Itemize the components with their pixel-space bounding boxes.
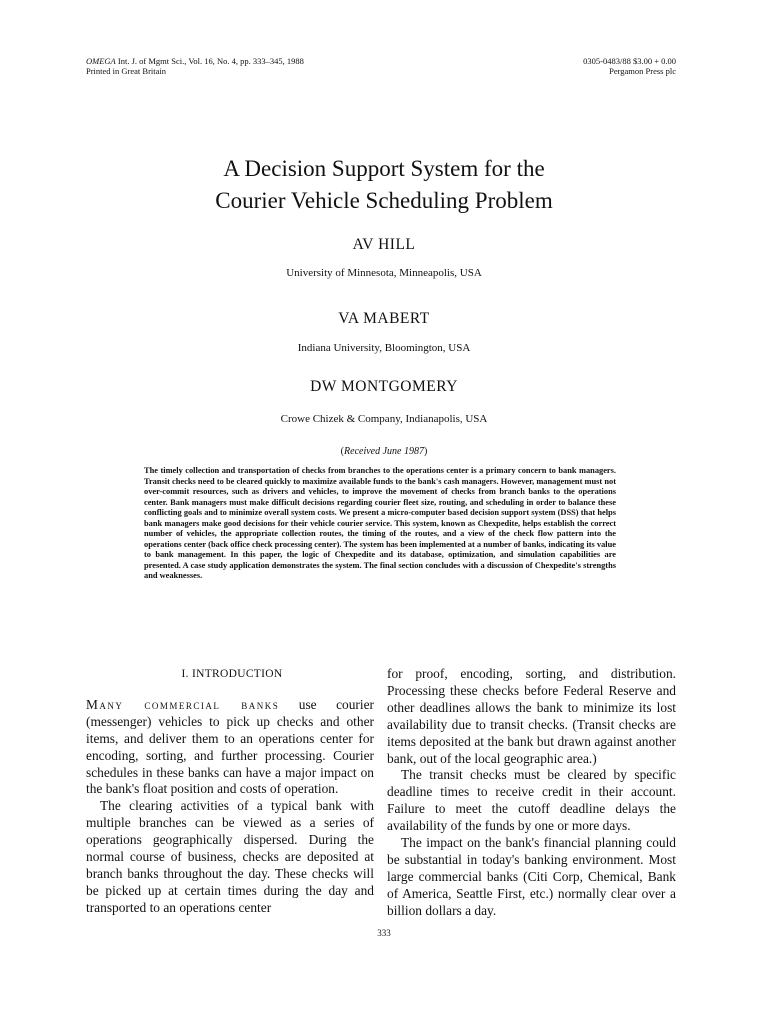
author-affiliation: University of Minnesota, Minneapolis, USA xyxy=(286,267,482,279)
journal-name: OMEGA xyxy=(86,56,116,66)
right-column xyxy=(387,666,676,920)
paragraph: The impact on the bank's financial planning could be substantial in today's banking environment. Most large commercial banks (Citi Corp, Chemical, Bank of America, Seattle First, etc.) normally clear over a billion dollars a day. xyxy=(387,835,676,918)
paragraph: The clearing activities of a typical bank with multiple branches can be viewed as a series of operations geographically dispersed. During the normal course of business, checks are deposited at branch banks throughout the day. These checks will be picked up at certain times during the day and transported to an operations center xyxy=(86,798,374,915)
paragraph: for proof, encoding, sorting, and distribution. Processing these checks before Federal Reserve and other deadlines allows the bank to minimize its lost availability due to transit checks. (Transit checks are items deposited at the bank but drawn against another bank, out of the local geographic area.) xyxy=(387,666,676,766)
left-column xyxy=(86,666,374,917)
page-number: 333 xyxy=(377,928,391,938)
section-heading: I. INTRODUCTION xyxy=(181,668,283,680)
author-affiliation: Indiana University, Bloomington, USA xyxy=(297,342,471,354)
author-name: VA MABERT xyxy=(338,310,430,327)
author-name: DW MONTGOMERY xyxy=(310,378,458,395)
publisher-name: Pergamon Press plc xyxy=(609,66,676,76)
lead-in-caps: Many commercial banks xyxy=(86,696,280,712)
paragraph: Many commercial banks use courier (messenger) vehicles to pick up checks and other items, and deliver them to an operations center for encoding, sorting, and further processing. Courier schedules in these banks can have a major impact on the bank's float position and costs of operation. xyxy=(86,696,374,797)
title-line-2: Courier Vehicle Scheduling Problem xyxy=(215,188,553,213)
publisher-info xyxy=(583,56,676,76)
author-name: AV HILL xyxy=(352,236,416,253)
abstract: The timely collection and transportation of checks from branches to the operations center is a primary concern to bank managers. Transit checks need to be cleared quickly to maximize available funds to the bank's cash managers. However, management must not over-commit resources, such as drivers and vehicles, to improve the movement of checks from branch banks to the operations center. Bank managers must make difficult decisions regarding courier fleet size, routing, and scheduling in order to balance these conflicting goals and to minimize overall system costs. We present a micro-computer based decision support system (DSS) that helps bank managers make good decisions for their vehicle courier service. This system, known as Chexpedite, helps establish the correct number of vehicles, the appropriate collection routes, the timing of the routes, and a view of the check flow pattern into the operations center (back office check processing center). The system has been implemented at a number of banks, indicating its value to bank management. In this paper, the logic of Chexpedite and its database, optimization, and simulation capabilities are presented. A case study application demonstrates the system. The final section concludes with a discussion of Chexpedite's strengths and weaknesses. xyxy=(144,466,616,581)
paper-title xyxy=(0,153,768,217)
article-code: 0305-0483/88 $3.00 + 0.00 xyxy=(583,56,676,66)
journal-citation-text: Int. J. of Mgmt Sci., Vol. 16, No. 4, pp. 333–345, 1988 xyxy=(117,56,304,66)
author-affiliation: Crowe Chizek & Company, Indianapolis, USA xyxy=(280,413,488,425)
paragraph: The transit checks must be cleared by specific deadline times to receive credit in their account. Failure to meet the cutoff deadline delays the availability of the funds by one or more days. xyxy=(387,767,676,834)
printed-in: Printed in Great Britain xyxy=(86,66,167,76)
journal-citation xyxy=(86,56,304,76)
title-line-1: A Decision Support System for the xyxy=(223,156,545,181)
received-date: (Received June 1987) xyxy=(340,446,428,457)
